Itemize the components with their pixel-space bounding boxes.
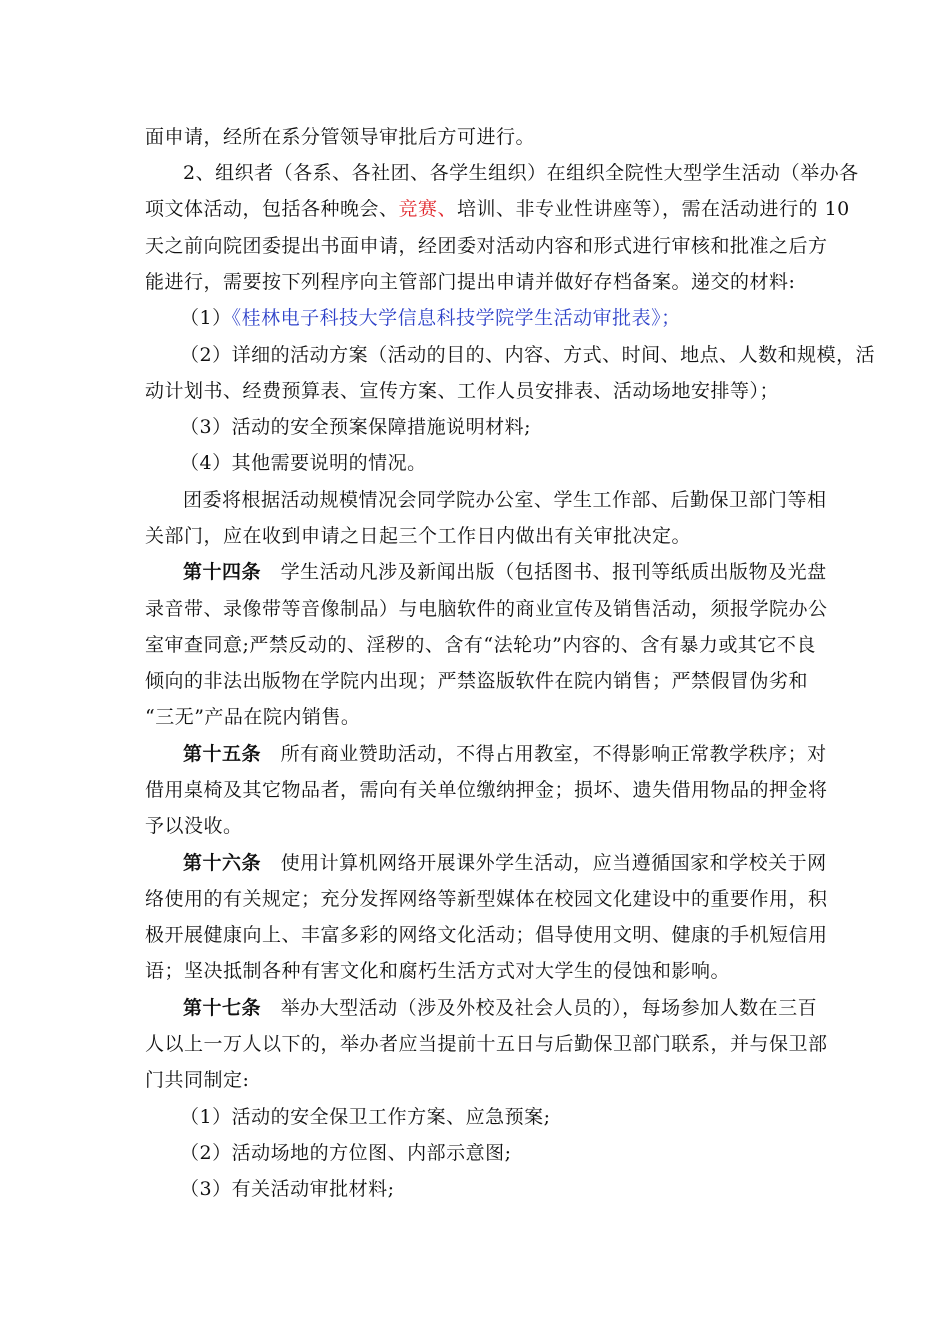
- paragraph-line: [145, 594, 828, 624]
- paragraph-line: [183, 158, 859, 188]
- text: 团委将根据活动规模情况会同学院办公室、学生工作部、后勤保卫部门等相: [183, 489, 827, 511]
- list-item: [180, 1138, 512, 1168]
- text: 极开展健康向上、丰富多彩的网络文化活动；倡导使用文明、健康的手机短信用: [145, 924, 828, 946]
- article-heading: 第十五条: [183, 743, 262, 765]
- text: 络使用的有关规定；充分发挥网络等新型媒体在校园文化建设中的重要作用，积: [145, 888, 828, 910]
- text: （3）活动的安全预案保障措施说明材料;: [180, 416, 531, 438]
- text: 学生活动凡涉及新闻出版（包括图书、报刊等纸质出版物及光盘: [261, 561, 827, 583]
- article-line: [183, 739, 827, 769]
- text: 语；坚决抵制各种有害文化和腐朽生活方式对大学生的侵蚀和影响。: [145, 960, 731, 982]
- list-item: [180, 448, 427, 478]
- text: （4）其他需要说明的情况。: [180, 452, 427, 474]
- text: 所有商业赞助活动，不得占用教室，不得影响正常教学秩序；对: [261, 743, 827, 765]
- paragraph-line: [145, 521, 691, 551]
- text: （2）详细的活动方案（活动的目的、内容、方式、时间、地点、人数和规模，活: [180, 344, 876, 366]
- text: 培训、非专业性讲座等），需在活动进行的 10: [457, 198, 850, 220]
- list-item: [180, 340, 875, 370]
- text: 使用计算机网络开展课外学生活动，应当遵循国家和学校关于网: [261, 852, 827, 874]
- text: 借用桌椅及其它物品者，需向有关单位缴纳押金；损坏、遗失借用物品的押金将: [145, 779, 828, 801]
- text: 门共同制定:: [145, 1069, 250, 1091]
- text: （2）活动场地的方位图、内部示意图;: [180, 1142, 512, 1164]
- text: 关部门，应在收到申请之日起三个工作日内做出有关审批决定。: [145, 525, 692, 547]
- text: 室审查同意;严禁反动的、淫秽的、含有“法轮功”内容的、含有暴力或其它不良: [145, 634, 816, 656]
- paragraph-line: [145, 884, 828, 914]
- paragraph-line: [145, 122, 535, 152]
- paragraph-line: [145, 956, 730, 986]
- highlighted-text: 竞赛、: [398, 198, 458, 220]
- paragraph-line: [145, 775, 828, 805]
- text: 2、组织者（各系、各社团、各学生组织）在组织全院性大型学生活动（举办各: [183, 162, 859, 184]
- paragraph-line: [183, 485, 827, 515]
- paragraph-line: [145, 194, 850, 224]
- text: 天之前向院团委提出书面申请，经团委对活动内容和形式进行审核和批准之后方: [145, 235, 828, 257]
- list-item: [180, 412, 531, 442]
- list-item: [180, 1174, 395, 1204]
- list-item: [180, 303, 681, 333]
- article-line: [183, 557, 827, 587]
- article-heading: 第十四条: [183, 561, 262, 583]
- text: 项文体活动，包括各种晚会、: [145, 198, 399, 220]
- text: “三无”产品在院内销售。: [145, 706, 361, 728]
- text: 倾向的非法出版物在学院内出现；严禁盗版软件在院内销售；严禁假冒伪劣和: [145, 670, 809, 692]
- text: 能进行，需要按下列程序向主管部门提出申请并做好存档备案。递交的材料:: [145, 271, 796, 293]
- item-number: （1）: [180, 307, 232, 329]
- article-line: [183, 993, 817, 1023]
- text: （1）活动的安全保卫工作方案、应急预案;: [180, 1106, 551, 1128]
- text: 人以上一万人以下的，举办者应当提前十五日与后勤保卫部门联系，并与保卫部: [145, 1033, 828, 1055]
- paragraph-line: [145, 1029, 828, 1059]
- article-line: [183, 848, 827, 878]
- text: 面申请，经所在系分管领导审批后方可进行。: [145, 126, 536, 148]
- paragraph-line: [145, 267, 795, 297]
- paragraph-line: [145, 666, 808, 696]
- paragraph-line: [145, 231, 828, 261]
- text: 举办大型活动（涉及外校及社会人员的），每场参加人数在三百: [261, 997, 818, 1019]
- form-title-link: 《桂林电子科技大学信息科技学院学生活动审批表》；: [231, 307, 681, 329]
- paragraph-line: [145, 702, 360, 732]
- text: 予以没收。: [145, 815, 243, 837]
- text: 录音带、录像带等音像制品）与电脑软件的商业宣传及销售活动，须报学院办公: [145, 598, 828, 620]
- paragraph-line: [145, 1065, 249, 1095]
- paragraph-line: [145, 811, 243, 841]
- article-heading: 第十六条: [183, 852, 262, 874]
- paragraph-line: [145, 630, 816, 660]
- paragraph-line: [145, 920, 828, 950]
- article-heading: 第十七条: [183, 997, 262, 1019]
- list-item: [180, 1102, 551, 1132]
- paragraph-line: [145, 376, 779, 406]
- text: 动计划书、经费预算表、宣传方案、工作人员安排表、活动场地安排等）；: [145, 380, 780, 402]
- text: （3）有关活动审批材料;: [180, 1178, 395, 1200]
